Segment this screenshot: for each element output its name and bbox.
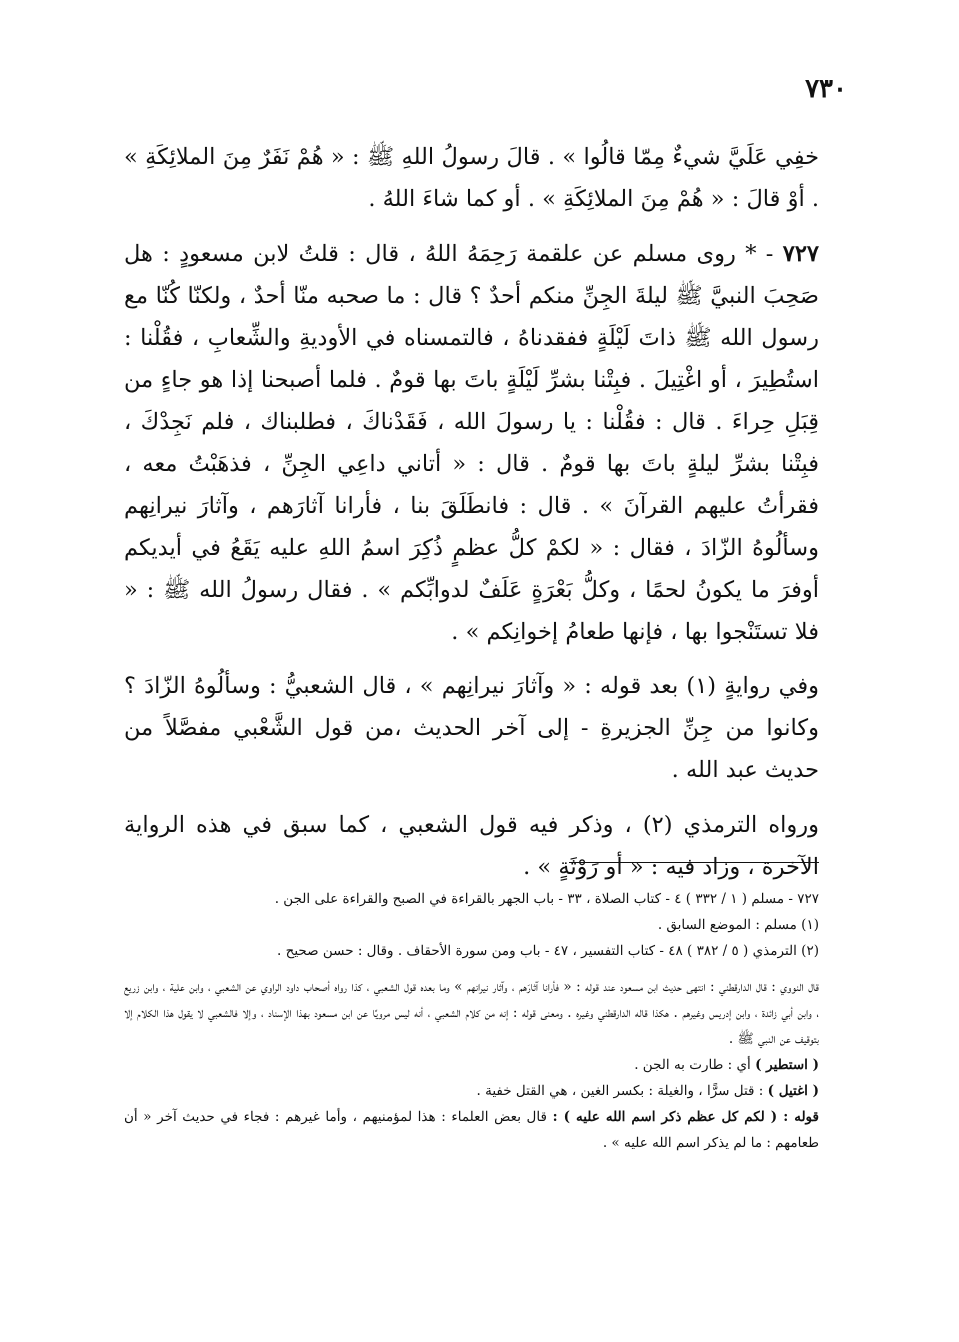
note-nawawi: قال النووي : قال الدارقطني : انتهى حديث ابن مسعود عند قوله : « فأرانا آثارَهم ، وآثار نيرانهم » وما بعده قول الشعبي ، كذا رواه أصحاب داود الراوي عن الشعبي ، وابن علية ، وابن زريع ، وابن أبي زائدة ، وابن إدريس وغيرهم . هكذا قاله الدارقطني وغيره . ومعنى قوله : إنه من كلام الشعبي ، أنه ليس مرويًا عن ابن مسعود بهذا الإسناد ، وإلا فالشعبي لا يقول هذا الكلام إلا بتوقيف عن النبي ﷺ . (124, 979, 819, 1047)
note-term: قوله : ( لكم كل عظم ذكر اسم الله عليه ) : (552, 1109, 819, 1125)
note-definition: قال بعض العلماء : هذا لمؤمنيهم ، وأما غيرهم : فجاء في حديث آخر « أن طعامهم : ما لم يذكر اسم الله عليه » . (124, 1109, 819, 1151)
hadith-727 (124, 233, 819, 653)
footnote-727: ٧٢٧ - مسلم ( ١ / ٣٣٢ ) ٤ - كتاب الصلاة ، ٣٣ - باب الجهر بالقراءة في الصبح والقراءة على الجن . (274, 891, 819, 907)
gloss-term: ( اغتيل ) (767, 1083, 819, 1099)
footnote-divider (569, 862, 819, 863)
footnote-1: (١) مسلم : الموضع السابق . (657, 917, 819, 933)
page-number: ٧٣٠ (805, 74, 847, 104)
gloss-definition: أي : طارت به الجن . (634, 1057, 751, 1073)
paragraph-continuation: خفِي عَلَيَّ شيءٌ مِمّا قالُوا » . قالَ رسولُ اللهِ ﷺ : « هُمْ نَفَرٌ مِنَ الملائِكَةِ » . أوْ قالَ : « هُمْ مِنَ الملائِكَةِ » . أو كما شاءَ اللهُ . (124, 144, 819, 212)
footnotes (124, 886, 819, 1156)
paragraph-narration: وفي روايةٍ (١) بعد قوله : « وآثارَ نيرانِهم » ، قال الشعبيُّ : وسألُوهُ الزّادَ ؟ وكانوا من جِنِّ الجزيرةِ - إلى آخر الحديث ،من قول الشَّعْبي مفصَّلاً من حديث عبد الله . (124, 673, 820, 783)
main-text (124, 136, 819, 888)
hadith-number: ٧٢٧ (782, 241, 819, 267)
gloss-definition: : قتل سرًّا ، والغيلة : بكسر الغين ، هي القتل خفية . (476, 1083, 764, 1099)
note-food (124, 1104, 819, 1156)
gloss-istutir (124, 1052, 819, 1078)
hadith-text: - * روى مسلم عن علقمة رَحِمَهُ اللهُ ، قال : قلتُ لابن مسعودٍ : هل صَحِبَ النبيَّ ﷺ ليلةَ الجِنِّ منكم أحدٌ ؟ قال : ما صحبه منّا أحدٌ ، ولكنّا كُنّا مع رسول الله ﷺ ذاتَ لَيْلَةٍ ففقدناهُ ، فالتمسناه في الأوديةِ والشِّعابِ ، فقُلْنا : استُطِيرَ ، أو اغْتِيلَ . فبِتْنا بشرِّ لَيْلَةٍ باتَ بها قومٌ . فلما أصبحنا إذا هو جاءٍ من قِبَلِ حِراءَ . قال : فقُلْنا : يا رسولَ الله ، فَقَدْناكَ ، فطلبناك ، فلم نَجِدْكَ ، فبِتْنا بشرِّ ليلةٍ باتَ بها قومٌ . قال : « أتاني داعِي الجِنِّ ، فذهَبْتُ معه ، فقرأتُ عليهم القرآنَ » . قال : فانطَلَقَ بنا ، فأرانا آثارَهم ، وآثارَ نيرانِهم وسألُوهُ الزّادَ ، فقال : « لكمْ كلُّ عظمٍ ذُكِرَ اسمُ اللهِ عليه يَقَعُ في أيديكم أوفرَ ما يكونُ لحمًا ، وكلُّ بَعْرَةٍ عَلَفٌ لدوابِّكم » . فقال رسولُ الله ﷺ : « فلا تستَنْجوا بها ، فإنها طعامُ إخوانِكم » . (124, 241, 819, 645)
footnote-2: (٢) الترمذي ( ٥ / ٣٨٢ ) ٤٨ - كتاب التفسير ، ٤٧ - باب ومن سورة الأحقاف . وقال : حسن صحيح . (277, 943, 819, 959)
gloss-term: ( استطير ) (755, 1057, 819, 1073)
gloss-ightil (124, 1078, 819, 1104)
paragraph-tirmidhi: ورواه الترمذي (٢) ، وذكر فيه قول الشعبي ، كما سبق في هذه الرواية الآخرة ، وزاد فيه : « أو رَوْثَةٍ » . (124, 812, 819, 880)
